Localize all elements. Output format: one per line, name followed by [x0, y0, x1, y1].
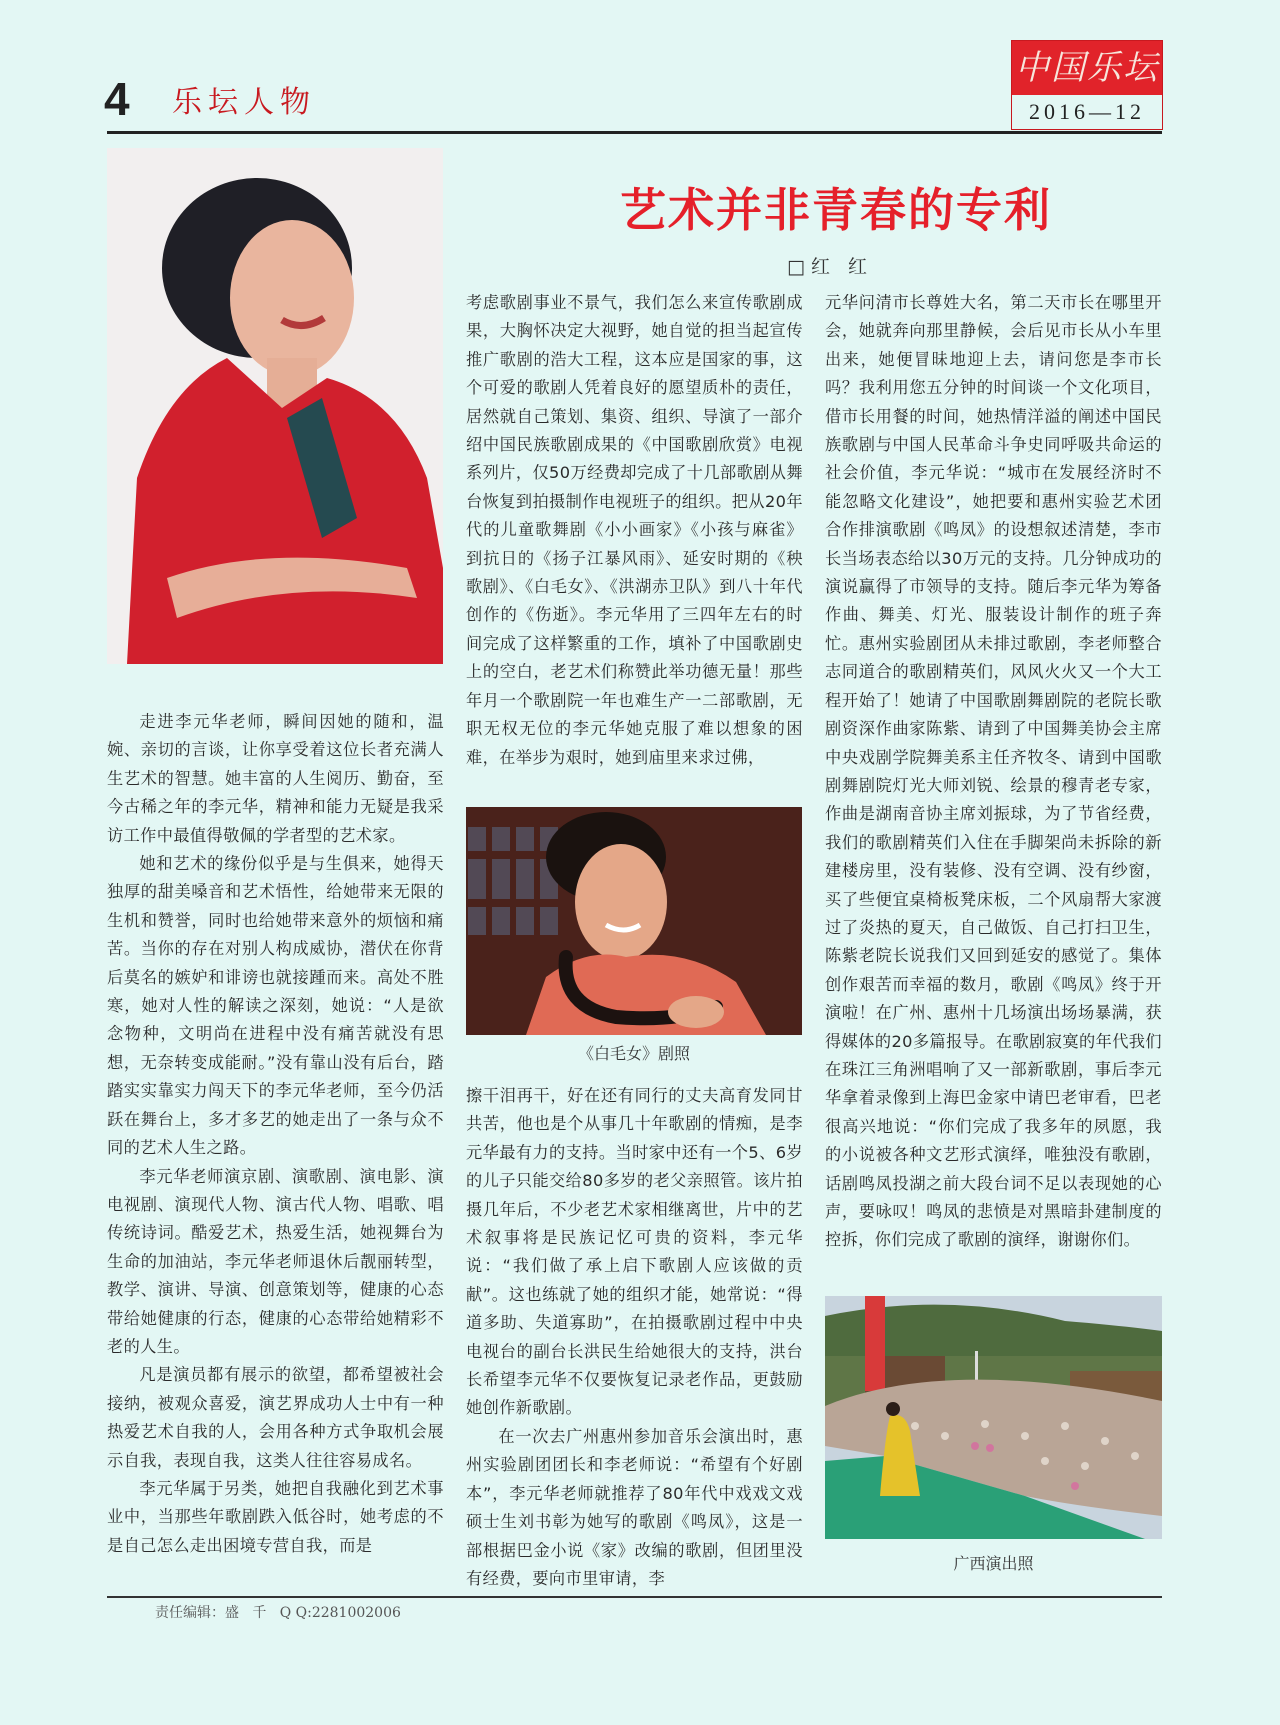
guangxi-image: [825, 1296, 1162, 1539]
paragraph: 她和艺术的缘份似乎是与生俱来，她得天独厚的甜美嗓音和艺术悟性，给她带来无限的生机和赞誉，同时也给她带来意外的烦恼和痛苦。当你的存在对别人构成威协，潜伏在你背后莫名的嫉妒和诽谤也就接踵而来。高处不胜寒，她对人性的解读之深刻，她说：“人是欲念物种，文明尚在进程中没有痛苦就没有思想，无奈转变成能耐。”没有靠山没有后台，踏踏实实靠实力闯天下的李元华老师，至今仍活跃在舞台上，多才多艺的她走出了一条与众不同的艺术人生之路。: [107, 854, 444, 1158]
stage-photo: [466, 807, 802, 1035]
paragraph: 李元华老师演京剧、演歌剧、演电影、演电视剧、演现代人物、演古代人物、唱歌、唱传统诗词。酷爱艺术，热爱生活，她视舞台为生命的加油站，李元华老师退休后靓丽转型，教学、演讲、导演、创意策划等，健康的心态带给她健康的行态，健康的心态带给她精彩不老的人生。: [107, 1166, 444, 1356]
page-number: 4: [104, 73, 130, 125]
paragraph: 考虑歌剧事业不景气，我们怎么来宣传歌剧成果，大胸怀决定大视野，她自觉的担当起宣传推广歌剧的浩大工程，这本应是国家的事，这个可爱的歌剧人凭着良好的愿望质朴的责任，居然就自己策划、集资、组织、导演了一部介绍中国民族歌剧成果的《中国歌剧欣赏》电视系列片，仅50万经费却完成了十几部歌剧从舞台恢复到拍摄制作电视班子的组织。把从20年代的儿童歌舞剧《小小画家》《小孩与麻雀》到抗日的《扬子江暴风雨》、延安时期的《秧歌剧》、《白毛女》、《洪湖赤卫队》到八十年代创作的《伤逝》。李元华用了三四年左右的时间完成了这样繁重的工作，填补了中国歌剧史上的空白，老艺术们称赞此举功德无量！那些年月一个歌剧院一年也难生产一二部歌剧，无职无权无位的李元华她克服了难以想象的困难，在举步为艰时，她到庙里来求过佛，: [466, 293, 803, 767]
section-title: 乐坛人物: [172, 85, 316, 120]
paragraph: 李元华属于另类，她把自我融化到艺术事业中，当那些年歌剧跌入低谷时，她考虑的不是自己怎么走出困境专营自我，而是: [107, 1478, 444, 1555]
stage-photo-caption: 《白毛女》剧照: [577, 1044, 690, 1063]
paragraph: 在一次去广州惠州参加音乐会演出时，惠州实验剧团团长和李老师说：“希望有个好剧本”，李元华老师就推荐了80年代中戏戏文戏硕士生刘书彰为她写的歌剧《鸣凤》，这是一部根据巴金小说《家》改编的歌剧，但团里没有经费，要向市里审请，李: [466, 1426, 803, 1588]
paragraph: 走进李元华老师，瞬间因她的随和，温婉、亲切的言谈，让你享受着这位长者充满人生艺术的智慧。她丰富的人生阅历、勤奋，至今古稀之年的李元华，精神和能力无疑是我采访工作中最值得敬佩的学者型的艺术家。: [107, 712, 444, 845]
paragraph: 凡是演员都有展示的欲望，都希望被社会接纳，被观众喜爱，演艺界成功人士中有一种热爱艺术自我的人，会用各种方式争取机会展示自我，表现自我，这类人往往容易成名。: [107, 1365, 444, 1470]
article-column-left: [107, 708, 444, 1560]
portrait-photo: [107, 148, 443, 664]
portrait-image: [107, 148, 443, 664]
masthead-issue: 2016—12: [1029, 99, 1145, 124]
editor-credit: 责任编辑：盛 千 Q Q:2281002006: [155, 1605, 401, 1621]
guangxi-performance-photo: [825, 1296, 1162, 1539]
paragraph: 擦干泪再干，好在还有同行的丈夫高育发同甘共苦，他也是个从事几十年歌剧的情痴，是李元华最有力的支持。当时家中还有一个5、6岁的儿子只能交给80多岁的老父亲照管。该片拍摄几年后，不少老艺术家相继离世，片中的艺术叙事将是民族记忆可贵的资料，李元华说：“我们做了承上启下歌剧人应该做的贡献”。这也练就了她的组织才能，她常说：“得道多助、失道寡助”，在拍摄歌剧过程中中央电视台的副台长洪民生给她很大的支持，洪台长希望李元华不仅要恢复记录老作品，更鼓励她创作新歌剧。: [466, 1086, 803, 1418]
article-column-middle-bottom: [466, 1082, 803, 1593]
article-column-right: [825, 289, 1162, 1255]
stage-image: [466, 807, 802, 1035]
guangxi-photo-caption: 广西演出照: [953, 1554, 1034, 1573]
header-divider: [107, 131, 1162, 134]
masthead-brand: 中国乐坛: [1012, 41, 1162, 95]
article-byline: □红 红: [787, 256, 873, 278]
article-column-middle-top: [466, 289, 803, 772]
article-title: 艺术并非青春的专利: [620, 183, 1052, 237]
paragraph: 元华问清市长尊姓大名，第二天市长在哪里开会，她就奔向那里静候，会后见市长从小车里出来，她便冒昧地迎上去，请问您是李市长吗？我利用您五分钟的时间谈一个文化项目，借市长用餐的时间，她热情洋溢的阐述中国民族歌剧与中国人民革命斗争史同呼吸共命运的社会价值，李元华说：“城市在发展经济时不能忽略文化建设”，她把要和惠州实验艺术团合作排演歌剧《鸣凤》的设想叙述清楚，李市长当场表态给以30万元的支持。几分钟成功的演说赢得了市领导的支持。随后李元华为筹备作曲、舞美、灯光、服装设计制作的班子奔忙。惠州实验剧团从未排过歌剧，李老师整合志同道合的歌剧精英们，风风火火又一个大工程开始了！她请了中国歌剧舞剧院的老院长歌剧资深作曲家陈紫、请到了中国舞美协会主席中央戏剧学院舞美系主任齐牧冬、请到中国歌剧舞剧院灯光大师刘锐、绘景的穆青老专家，作曲是湖南音协主席刘振球，为了节省经费，我们的歌剧精英们入住在手脚架尚未拆除的新建楼房里，没有装修、没有空调、没有纱窗，买了些便宜桌椅板凳床板，二个风扇帮大家渡过了炎热的夏天，自己做饭、自己打扫卫生，陈紫老院长说我们又回到延安的感觉了。集体创作艰苦而幸福的数月，歌剧《鸣凤》终于开演啦！在广州、惠州十几场演出场场暴满，获得媒体的20多篇报导。在歌剧寂寞的年代我们在珠江三角洲唱响了又一部新歌剧，事后李元华拿着录像到上海巴金家中请巴老审看，巴老很高兴地说：“你们完成了我多年的夙愿，我的小说被各种文艺形式演绎，唯独没有歌剧，话剧鸣凤投湖之前大段台词不足以表现她的心声，要咏叹！鸣凤的悲愤是对黑暗卦建制度的控拆，你们完成了歌剧的演绎，谢谢你们。: [825, 293, 1162, 1250]
footer-divider: [107, 1596, 1162, 1598]
masthead: [1011, 40, 1163, 130]
